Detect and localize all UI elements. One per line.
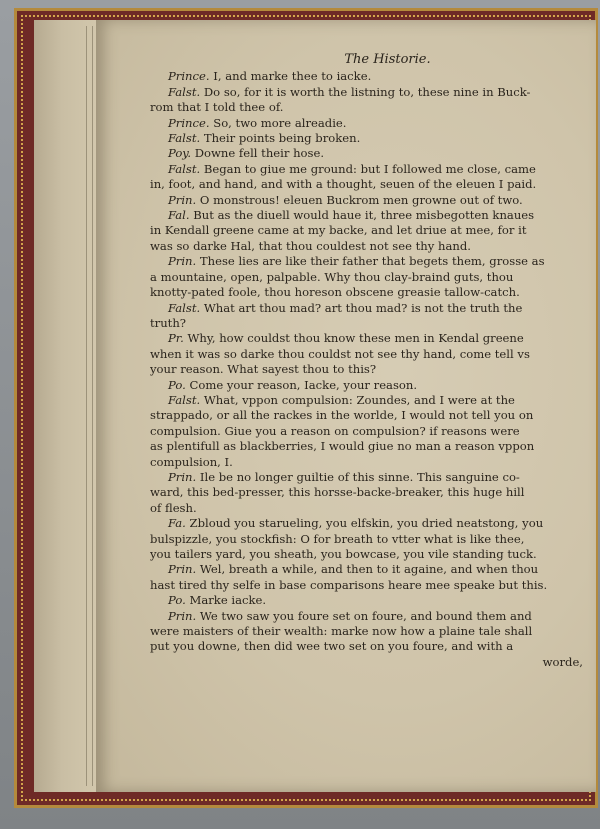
line-text: Come your reason, Iacke, your reason. [189,377,418,392]
line-text: when it was so darke thou couldst not see thy hand, come tell vs [150,346,530,361]
speaker-name: Falst. [168,131,201,146]
text-line [150,239,595,254]
line-text: ward, this bed-presser, this horsse-backe-breaker, this huge hill [150,485,525,500]
text-line [150,624,595,639]
text-line [150,331,595,346]
line-text: Marke iacke. [189,593,267,608]
line-text: O monstrous! eleuen Buckrom men growne out of two. [199,192,523,207]
text-line [150,547,595,562]
text-line [150,501,595,516]
line-text: These lies are like their father that begets them, grosse as [199,254,545,269]
line-text: Zbloud you starueling, you elfskin, you dried neatstong, you [189,516,544,531]
speaker-name: Po. [168,593,186,608]
text-line [150,485,595,500]
text-line [150,578,595,593]
text-line [150,362,595,377]
line-text: We two saw you foure set on foure, and bound them and [199,608,532,623]
text-line [150,100,595,115]
speaker-name: Prince. [168,69,210,84]
line-text: Ile be no longer guiltie of this sinne. This sanguine co- [199,469,520,484]
speaker-name: Prin. [168,469,197,484]
line-text: of flesh. [150,500,197,515]
text-line [150,639,595,654]
speaker-name: Falst. [168,392,201,407]
speaker-name: Falst. [168,300,201,315]
text-line [150,424,595,439]
line-text: your reason. What sayest thou to this? [150,362,377,377]
line-text: strappado, or all the rackes in the worlde, I would not tell you on [150,408,534,423]
line-text: a mountaine, open, palpable. Why thou clay-braind guts, thou [150,269,514,284]
speaker-name: Prin. [168,562,197,577]
text-line [150,609,595,624]
text-line [150,85,595,100]
line-text: compulsion. Giue you a reason on compulsion? if reasons were [150,423,520,438]
line-text: hast tired thy selfe in base comparisons heare mee speake but this. [150,577,548,592]
text-line [150,177,595,192]
speaker-name: Poy. [168,146,192,161]
line-text: was so darke Hal, that thou couldest not see thy hand. [150,238,471,253]
line-text: Wel, breath a while, and then to it againe, and when thou [199,562,539,577]
catchword: worde, [542,654,583,669]
line-text: in, foot, and hand, and with a thought, seuen of the eleuen I paid. [150,177,537,192]
text-line [150,146,595,161]
line-text: compulsion, I. [150,454,233,469]
line-text: Do so, for it is worth the listning to, these nine in Buck- [203,84,531,99]
line-text: knotty-pated foole, thou horeson obscene greasie tallow-catch. [150,285,520,300]
line-text: I, and marke thee to iacke. [213,69,372,84]
line-text: But as the diuell would haue it, three misbegotten knaues [193,208,535,223]
page-text [150,52,595,670]
speaker-name: Prin. [168,254,197,269]
speaker-name: Pr. [168,331,184,346]
line-text: put you downe, then did wee two set on you foure, and with a [150,639,514,654]
text-line [150,562,595,577]
text-line [150,393,595,408]
line-text: bulspizzle, you stockfish: O for breath to vtter what is like thee, [150,531,525,546]
line-text: truth? [150,315,187,330]
text-line [150,347,595,362]
speaker-name: Prin. [168,608,197,623]
text-line [150,162,595,177]
line-text: were maisters of their wealth: marke now how a plaine tale shall [150,624,533,639]
text-line [150,408,595,423]
line-text: Downe fell their hose. [194,146,325,161]
text-line [150,455,595,470]
text-line [150,69,595,84]
speaker-name: Fal. [168,208,190,223]
page-edges [34,20,104,792]
text-line [150,270,595,285]
text-line [150,301,595,316]
text-line [150,439,595,454]
line-text: So, two more alreadie. [213,115,347,130]
line-text: Why, how couldst thou know these men in Kendal greene [187,331,524,346]
speaker-name: Fa. [168,516,186,531]
text-line [150,516,595,531]
text-line [150,470,595,485]
speaker-name: Falst. [168,84,201,99]
speaker-name: Falst. [168,161,201,176]
line-text: you tailers yard, you sheath, you bowcase, you vile standing tuck. [150,547,537,561]
speaker-name: Po. [168,377,186,392]
text-line [150,131,595,146]
speaker-name: Prin. [168,192,197,207]
line-text: What art thou mad? art thou mad? is not the truth the [203,300,523,315]
text-line [150,208,595,223]
text-line [150,316,595,331]
text-line [150,193,595,208]
running-head: The Historie. [344,52,431,67]
speaker-name: Prince. [168,115,210,130]
text-lines [150,69,595,654]
text-line [150,285,595,300]
line-text: What, vppon compulsion: Zoundes, and I were at the [203,392,515,407]
line-text: rom that I told thee of. [150,100,284,115]
text-line [150,223,595,238]
line-text: as plentifull as blackberries, I would giue no man a reason vppon [150,439,535,454]
line-text: in Kendall greene came at my backe, and let driue at mee, for it [150,223,527,238]
text-line [150,532,595,547]
line-text: Began to giue me ground: but I followed me close, came [203,161,536,176]
text-line [150,593,595,608]
text-line [150,116,595,131]
line-text: Their points being broken. [203,131,361,146]
text-line [150,254,595,269]
text-line [150,378,595,393]
